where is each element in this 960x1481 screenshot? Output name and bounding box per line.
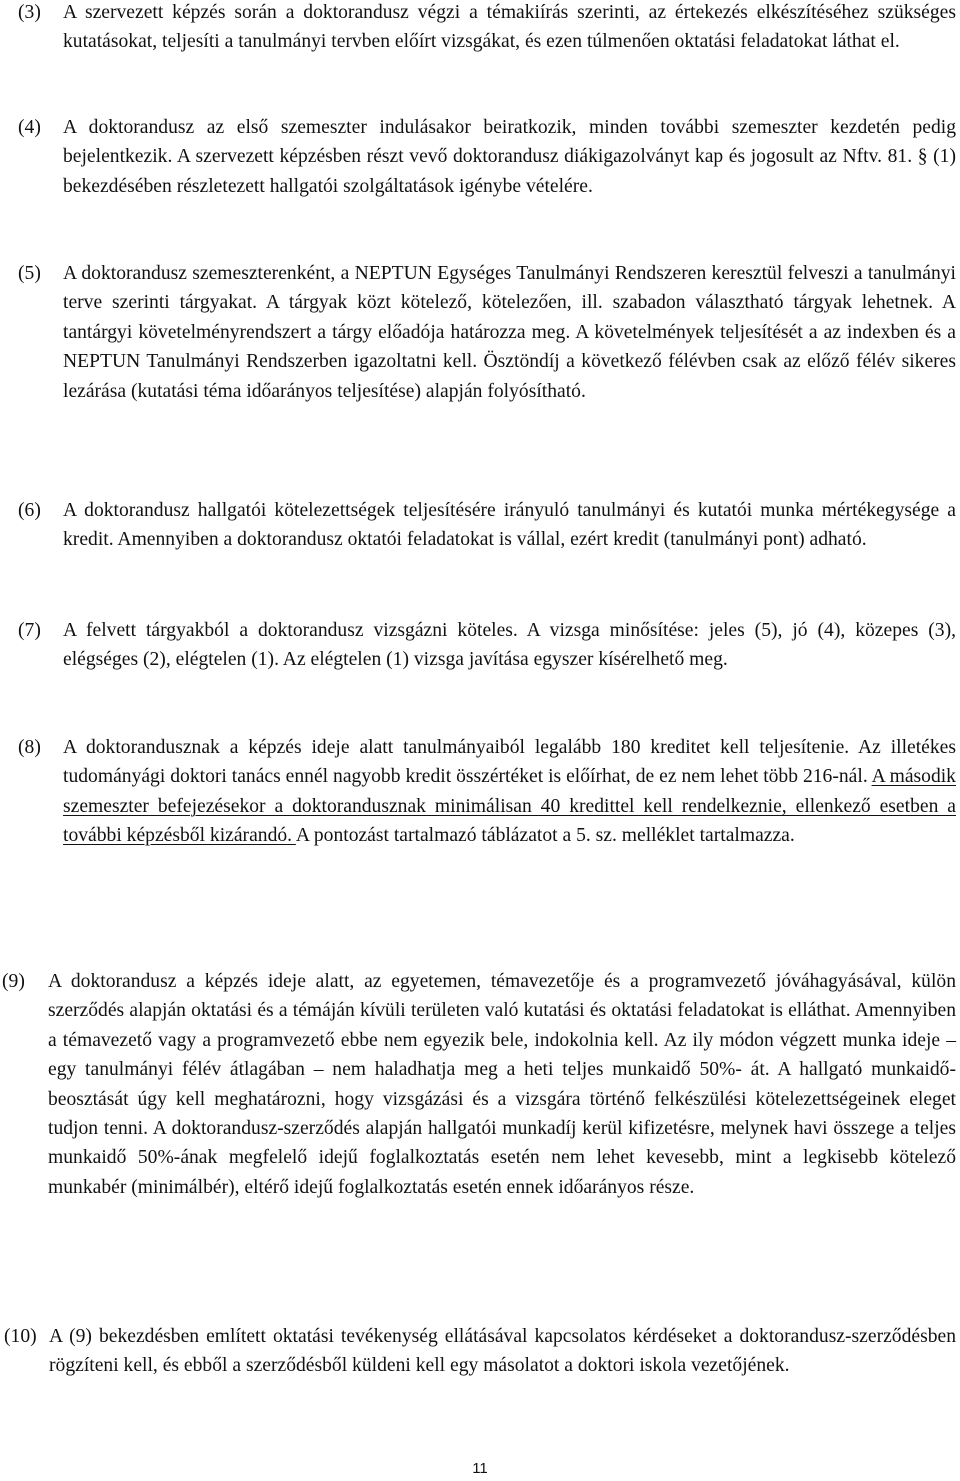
paragraph-6 bbox=[18, 496, 956, 555]
paragraph-8 bbox=[18, 733, 956, 851]
paragraph-number: (4) bbox=[18, 117, 41, 138]
paragraph-number: (10) bbox=[4, 1326, 37, 1347]
paragraph-5 bbox=[18, 259, 956, 406]
paragraph-3 bbox=[18, 0, 956, 57]
paragraph-number: (6) bbox=[18, 500, 41, 521]
paragraph-number: (5) bbox=[18, 263, 41, 284]
paragraph-10 bbox=[4, 1322, 956, 1381]
underlined-requirement: A második szemeszter befejezésekor a doktorandusznak minimálisan 40 kredittel kell rendelkeznie, ellenkező esetben a további képzésből kizárandó. bbox=[63, 766, 956, 847]
paragraph-number: (9) bbox=[2, 971, 25, 992]
page-number: 11 bbox=[472, 1460, 488, 1477]
paragraph-number: (7) bbox=[18, 620, 41, 641]
paragraph-text: A felvett tárgyakból a doktorandusz vizsgázni köteles. A vizsga minősítése: jeles (5), jó (4), közepes (3), elégséges (2), elégtelen (1). Az elégtelen (1) vizsga javítása egyszer kísérelhető meg. bbox=[63, 620, 956, 671]
paragraph-text: A pontozást tartalmazó táblázatot a 5. sz. melléklet tartalmazza. bbox=[295, 825, 795, 847]
paragraph-7 bbox=[18, 616, 956, 675]
paragraph-text: A doktorandusznak a képzés ideje alatt tanulmányaiból legalább 180 kreditet kell teljesítenie. Az illetékes tudományági doktori tanács ennél nagyobb kredit összértéket is előírhat, de ez nem lehet több 216-nál. bbox=[63, 737, 956, 788]
paragraph-text: A doktorandusz a képzés ideje alatt, az egyetemen, témavezetője és a programvezető jóváhagyásával, külön szerződés alapján oktatási és a témáján kívüli területen való kutatási és oktatási feladatokat is elláthat. Amennyiben a témavezető vagy a programvezető ebbe nem egyezik bele, indokolnia kell. Az ily módon végzett munka ideje – egy tanulmányi félév átlagában – nem haladhatja meg a heti teljes munkaidő 50%- át. A hallgató munkaidő-beosztását úgy kell meghatározni, hogy vizsgázási és a vizsgára történő felkészülési kötelezettségeinek eleget tudjon tenni. A doktorandusz-szerződés alapján hallgatói munkadíj kerül kifizetésre, melynek havi összege a teljes munkaidő 50%-ának megfelelő idejű foglalkoztatás esetén nem lehet kevesebb, mint a legkisebb kötelező munkabér (minimálbér), eltérő idejű foglalkoztatás esetén ennek időarányos része. bbox=[48, 971, 956, 1198]
paragraph-text: A doktorandusz szemeszterenként, a NEPTUN Egységes Tanulmányi Rendszeren keresztül felveszi a tanulmányi terve szerinti tárgyakat. A tárgyak közt kötelező, kötelezően, ill. szabadon választható tárgyak lehetnek. A tantárgyi követelményrendszert a tárgy előadója határozza meg. A követelmények teljesítését a az indexben és a NEPTUN Tanulmányi Rendszerben igazoltatni kell. Ösztöndíj a következő félévben csak az előző félév sikeres lezárása (kutatási téma időarányos teljesítése) alapján folyósítható. bbox=[63, 263, 956, 402]
paragraph-text: A doktorandusz az első szemeszter indulásakor beiratkozik, minden további szemeszter kezdetén pedig bejelentkezik. A szervezett képzésben részt vevő doktorandusz diákigazolványt kap és jogosult az Nftv. 81. § (1) bekezdésében részletezett hallgatói szolgáltatások igénybe vételére. bbox=[63, 117, 956, 197]
paragraph-4 bbox=[18, 113, 956, 201]
paragraph-9 bbox=[2, 967, 956, 1202]
paragraph-text: A szervezett képzés során a doktorandusz végzi a témakiírás szerinti, az értekezés elkészítéséhez szükséges kutatásokat, teljesíti a tanulmányi tervben előírt vizsgákat, és ezen túlmenően oktatási feladatokat láthat el. bbox=[63, 2, 956, 53]
paragraph-number: (8) bbox=[18, 737, 41, 758]
paragraph-text: A (9) bekezdésben említett oktatási tevékenység ellátásával kapcsolatos kérdéseket a doktorandusz-szerződésben rögzíteni kell, és ebből a szerződésből küldeni kell egy másolatot a doktori iskola vezetőjének. bbox=[49, 1326, 956, 1377]
paragraph-text: A doktorandusz hallgatói kötelezettségek teljesítésére irányuló tanulmányi és kutatói munka mértékegysége a kredit. Amennyiben a doktorandusz oktatói feladatokat is vállal, ezért kredit (tanulmányi pont) adható. bbox=[63, 500, 956, 551]
paragraph-number: (3) bbox=[18, 2, 41, 23]
